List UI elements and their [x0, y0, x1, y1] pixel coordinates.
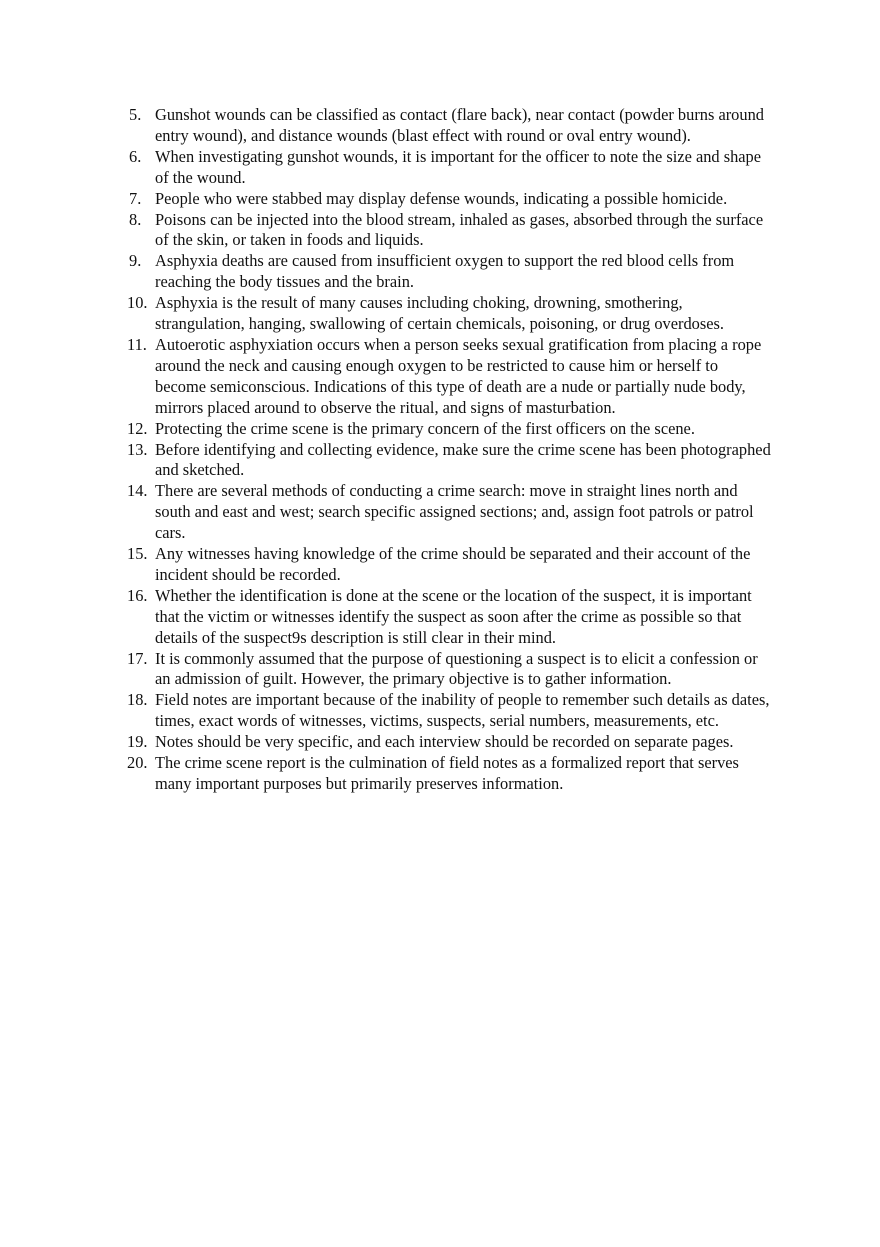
item-number: 10.	[127, 293, 148, 313]
list-item	[127, 210, 772, 252]
item-text: People who were stabbed may display defense wounds, indicating a possible homicide.	[155, 188, 728, 208]
item-text: Gunshot wounds can be classified as contact (flare back), near contact (powder burns around entry wound), and distance wounds (blast effect with round or oval entry wound).	[155, 105, 764, 145]
list-item	[127, 251, 772, 293]
item-number: 20.	[127, 753, 148, 773]
item-text: Asphyxia is the result of many causes including choking, drowning, smothering, strangulation, hanging, swallowing of certain chemicals, poisoning, or drug overdoses.	[155, 293, 724, 334]
item-number: 7.	[129, 188, 142, 208]
item-text: Before identifying and collecting evidence, make sure the crime scene has been photographed and sketched.	[155, 439, 771, 480]
item-number: 17.	[127, 648, 148, 668]
item-number: 11.	[127, 334, 147, 354]
list-item	[127, 732, 772, 753]
item-text: Field notes are important because of the inability of people to remember such details as dates, times, exact words of witnesses, victims, suspects, serial numbers, measurements, etc.	[155, 690, 770, 731]
list-item	[127, 147, 772, 189]
item-number: 13.	[127, 439, 148, 459]
list-item	[127, 419, 772, 440]
list-item	[127, 753, 772, 795]
item-text: Protecting the crime scene is the primary concern of the first officers on the scene.	[155, 418, 695, 438]
numbered-notes-list	[127, 105, 772, 795]
list-item	[127, 440, 772, 482]
list-item	[127, 335, 772, 419]
item-text: The crime scene report is the culmination of field notes as a formalized report that serves many important purposes but primarily preserves information.	[155, 753, 739, 793]
list-item	[127, 649, 772, 691]
item-number: 12.	[127, 418, 148, 438]
item-number: 6.	[129, 146, 142, 166]
item-number: 8.	[129, 209, 142, 229]
item-text: Any witnesses having knowledge of the crime should be separated and their account of the incident should be recorded.	[155, 544, 751, 584]
item-text: When investigating gunshot wounds, it is important for the officer to note the size and shape of the wound.	[155, 146, 762, 187]
item-number: 9.	[129, 251, 142, 271]
item-text: Asphyxia deaths are caused from insufficient oxygen to support the red blood cells from reaching the body tissues and the brain.	[155, 251, 735, 292]
list-item	[127, 544, 772, 586]
list-item	[127, 189, 772, 210]
item-number: 5.	[129, 105, 142, 124]
item-number: 16.	[127, 585, 148, 605]
item-number: 18.	[127, 690, 148, 710]
list-item	[127, 293, 772, 335]
item-text: There are several methods of conducting a crime search: move in straight lines north and south and east and west; search specific assigned sections; and, assign foot patrols or patrol cars.	[155, 481, 754, 543]
list-item	[127, 690, 772, 732]
item-text: Notes should be very specific, and each interview should be recorded on separate pages.	[155, 732, 734, 752]
item-text: Autoerotic asphyxiation occurs when a person seeks sexual gratification from placing a rope around the neck and causing enough oxygen to be restricted to cause him or herself to become semiconscious. Indications of this type of death are a nude or partially nude body, mirrors placed around to observe the ritual, and signs of masturbation.	[155, 334, 762, 417]
item-number: 15.	[127, 544, 148, 564]
list-item	[127, 481, 772, 544]
list-item	[127, 586, 772, 649]
item-number: 19.	[127, 732, 148, 752]
item-text: Whether the identification is done at the scene or the location of the suspect, it is important that the victim or witnesses identify the suspect as soon after the crime as possible so that details of the suspect9s description is still clear in their mind.	[155, 585, 752, 647]
item-text: Poisons can be injected into the blood stream, inhaled as gases, absorbed through the surface of the skin, or taken in foods and liquids.	[155, 209, 764, 250]
item-text: It is commonly assumed that the purpose of questioning a suspect is to elicit a confession or an admission of guilt. However, the primary objective is to gather information.	[155, 648, 758, 689]
list-item	[127, 105, 772, 147]
item-number: 14.	[127, 481, 148, 501]
